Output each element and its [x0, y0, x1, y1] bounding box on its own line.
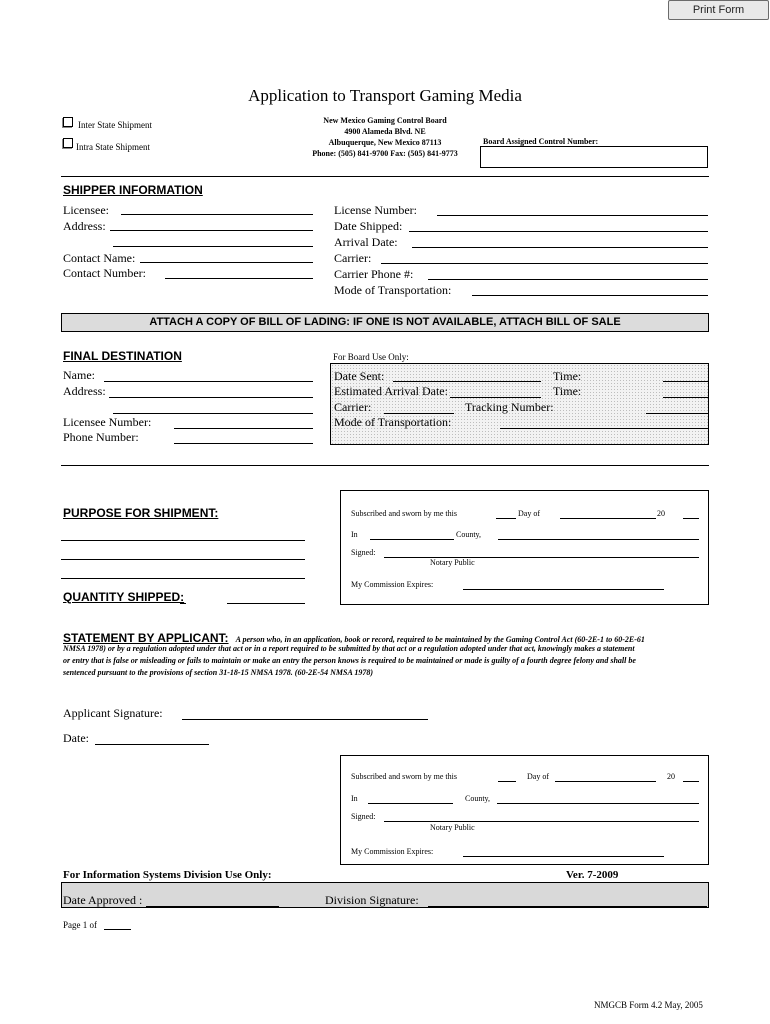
- final-phone-field[interactable]: [174, 443, 313, 444]
- inter-state-label: Inter State Shipment: [78, 120, 152, 130]
- notary2-county-field[interactable]: [497, 803, 699, 804]
- notary2-commission: My Commission Expires:: [351, 847, 434, 856]
- time-1-field[interactable]: [663, 381, 708, 382]
- final-licensee-number-field[interactable]: [174, 428, 313, 429]
- est-arrival-label: Estimated Arrival Date:: [334, 384, 448, 398]
- final-phone-label: Phone Number:: [63, 430, 139, 444]
- tracking-number-label: Tracking Number:: [465, 400, 554, 414]
- notary2-in: In: [351, 794, 358, 803]
- notary1-day-field[interactable]: [496, 518, 516, 519]
- notary1-commission: My Commission Expires:: [351, 580, 434, 589]
- board-phone: Phone: (505) 841-9700 Fax: (505) 841-9773: [312, 149, 458, 158]
- statement-heading: STATEMENT BY APPLICANT:: [63, 631, 229, 645]
- license-number-field[interactable]: [437, 215, 708, 216]
- applicant-date-field[interactable]: [95, 744, 209, 745]
- purpose-heading: PURPOSE FOR SHIPMENT:: [63, 506, 219, 520]
- time-2-label: Time:: [553, 384, 582, 398]
- licensee-label: Licensee:: [63, 203, 109, 217]
- quantity-heading: QUANTITY SHIPPED:: [63, 590, 185, 604]
- arrival-date-label: Arrival Date:: [334, 235, 398, 249]
- notary1-in: In: [351, 530, 358, 539]
- attach-banner: [61, 313, 709, 332]
- notary1-year-field[interactable]: [683, 518, 699, 519]
- contact-name-label: Contact Name:: [63, 251, 136, 265]
- version-label: Ver. 7-2009: [566, 869, 619, 881]
- notary2-notary-public: Notary Public: [430, 823, 475, 832]
- address-field-2[interactable]: [113, 246, 313, 247]
- notary1-month-field[interactable]: [560, 518, 656, 519]
- intra-state-label: Intra State Shipment: [76, 142, 150, 152]
- board-mode-field[interactable]: [500, 428, 708, 429]
- notary1-county: County,: [456, 530, 482, 539]
- applicant-signature-label: Applicant Signature:: [63, 706, 163, 720]
- notary1-twenty: 20: [657, 509, 665, 518]
- notary1-in-field[interactable]: [370, 539, 454, 540]
- notary2-day-field[interactable]: [498, 781, 516, 782]
- date-sent-field[interactable]: [393, 381, 541, 382]
- arrival-date-field[interactable]: [412, 247, 708, 248]
- final-destination-heading: FINAL DESTINATION: [63, 349, 182, 363]
- carrier-phone-label: Carrier Phone #:: [334, 267, 414, 281]
- purpose-field-1[interactable]: [61, 540, 305, 541]
- isd-label: For Information Systems Division Use Only:: [63, 869, 272, 881]
- notary2-signed-field[interactable]: [384, 821, 699, 822]
- applicant-date-label: Date:: [63, 731, 89, 745]
- inter-state-checkbox[interactable]: [63, 117, 73, 127]
- shipper-heading: SHIPPER INFORMATION: [63, 183, 203, 197]
- address-label: Address:: [63, 219, 106, 233]
- division-signature-field[interactable]: [428, 906, 707, 907]
- control-number-label: Board Assigned Control Number:: [483, 137, 599, 146]
- applicant-signature-field[interactable]: [182, 719, 428, 720]
- notary2-year-field[interactable]: [683, 781, 699, 782]
- quantity-underline: [180, 603, 186, 604]
- divider: [61, 176, 709, 177]
- notary1-notary-public: Notary Public: [430, 558, 475, 567]
- board-carrier-label: Carrier:: [334, 400, 372, 414]
- date-sent-label: Date Sent:: [334, 369, 385, 383]
- board-address-2: Albuquerque, New Mexico 87113: [328, 138, 442, 147]
- contact-name-field[interactable]: [140, 262, 313, 263]
- est-arrival-field[interactable]: [450, 397, 541, 398]
- notary2-signed: Signed:: [351, 812, 376, 821]
- final-name-label: Name:: [63, 368, 95, 382]
- license-number-label: License Number:: [334, 203, 417, 217]
- final-licensee-number-label: Licensee Number:: [63, 415, 152, 429]
- control-number-field[interactable]: [480, 146, 708, 168]
- intra-state-checkbox[interactable]: [63, 138, 73, 148]
- notary1-subscribed: Subscribed and sworn by me this: [351, 509, 457, 518]
- notary2-county: County,: [465, 794, 491, 803]
- date-approved-label: Date Approved :: [63, 893, 143, 907]
- notary2-subscribed: Subscribed and sworn by me this: [351, 772, 457, 781]
- board-use-label: For Board Use Only:: [333, 352, 409, 362]
- page-title: Application to Transport Gaming Media: [248, 86, 522, 105]
- attach-banner-text: ATTACH A COPY OF BILL OF LADING: IF ONE IS NOT AVAILABLE, ATTACH BILL OF SALE: [149, 316, 621, 328]
- date-shipped-field[interactable]: [409, 231, 708, 232]
- date-shipped-label: Date Shipped:: [334, 219, 403, 233]
- division-signature-label: Division Signature:: [325, 893, 419, 907]
- statement-text-1: A person who, in an application, book or record, required to be maintained by the Gaming Control Act (60-2E-1 to 60-2E-61: [235, 635, 645, 644]
- licensee-field[interactable]: [121, 214, 313, 215]
- purpose-field-3[interactable]: [61, 578, 305, 579]
- final-address-field[interactable]: [109, 397, 313, 398]
- board-mode-label: Mode of Transportation:: [334, 415, 452, 429]
- purpose-field-2[interactable]: [61, 559, 305, 560]
- divider: [61, 465, 709, 466]
- print-form-button[interactable]: Print Form: [668, 0, 769, 20]
- notary1-commission-field[interactable]: [463, 589, 664, 590]
- board-address-1: 4900 Alameda Blvd. NE: [344, 127, 426, 136]
- tracking-number-field[interactable]: [646, 413, 708, 414]
- form-id: NMGCB Form 4.2 May, 2005: [594, 1000, 703, 1010]
- statement-text-3: or entry that is false or misleading or fails to maintain or make an entry the person knows is required to be maintained or made is guilty of a fourth degree felony and shall be: [63, 656, 636, 665]
- notary2-twenty: 20: [667, 772, 675, 781]
- address-field[interactable]: [110, 230, 313, 231]
- mode-transport-label: Mode of Transportation:: [334, 283, 452, 297]
- statement-text-4: sentenced pursuant to the provisions of section 31-18-15 NMSA 1978. (60-2E-54 NMSA 1978): [63, 668, 374, 677]
- board-name: New Mexico Gaming Control Board: [323, 116, 447, 125]
- notary1-day-of: Day of: [518, 509, 540, 518]
- carrier-label: Carrier:: [334, 251, 372, 265]
- notary2-in-field[interactable]: [368, 803, 453, 804]
- quantity-field[interactable]: [227, 603, 305, 604]
- contact-number-field[interactable]: [165, 278, 313, 279]
- notary1-signed: Signed:: [351, 548, 376, 557]
- page-count-field[interactable]: [104, 929, 131, 930]
- final-name-field[interactable]: [104, 381, 313, 382]
- board-carrier-field[interactable]: [384, 413, 454, 414]
- statement-text-2: NMSA 1978) or by a regulation adopted under that act or in a report required to be submitted by that act or a regulation adopted under that act, knowingly makes a statement: [63, 644, 635, 653]
- time-1-label: Time:: [553, 369, 582, 383]
- time-2-field[interactable]: [663, 397, 708, 398]
- notary2-day-of: Day of: [527, 772, 549, 781]
- notary2-month-field[interactable]: [555, 781, 656, 782]
- date-approved-field[interactable]: [146, 906, 279, 907]
- notary2-commission-field[interactable]: [463, 856, 664, 857]
- carrier-phone-field[interactable]: [428, 279, 708, 280]
- carrier-field[interactable]: [381, 263, 708, 264]
- notary1-county-field[interactable]: [498, 539, 699, 540]
- final-address-label: Address:: [63, 384, 106, 398]
- contact-number-label: Contact Number:: [63, 266, 146, 280]
- final-address-field-2[interactable]: [113, 413, 313, 414]
- page-of-label: Page 1 of: [63, 920, 97, 930]
- mode-transport-field[interactable]: [472, 295, 708, 296]
